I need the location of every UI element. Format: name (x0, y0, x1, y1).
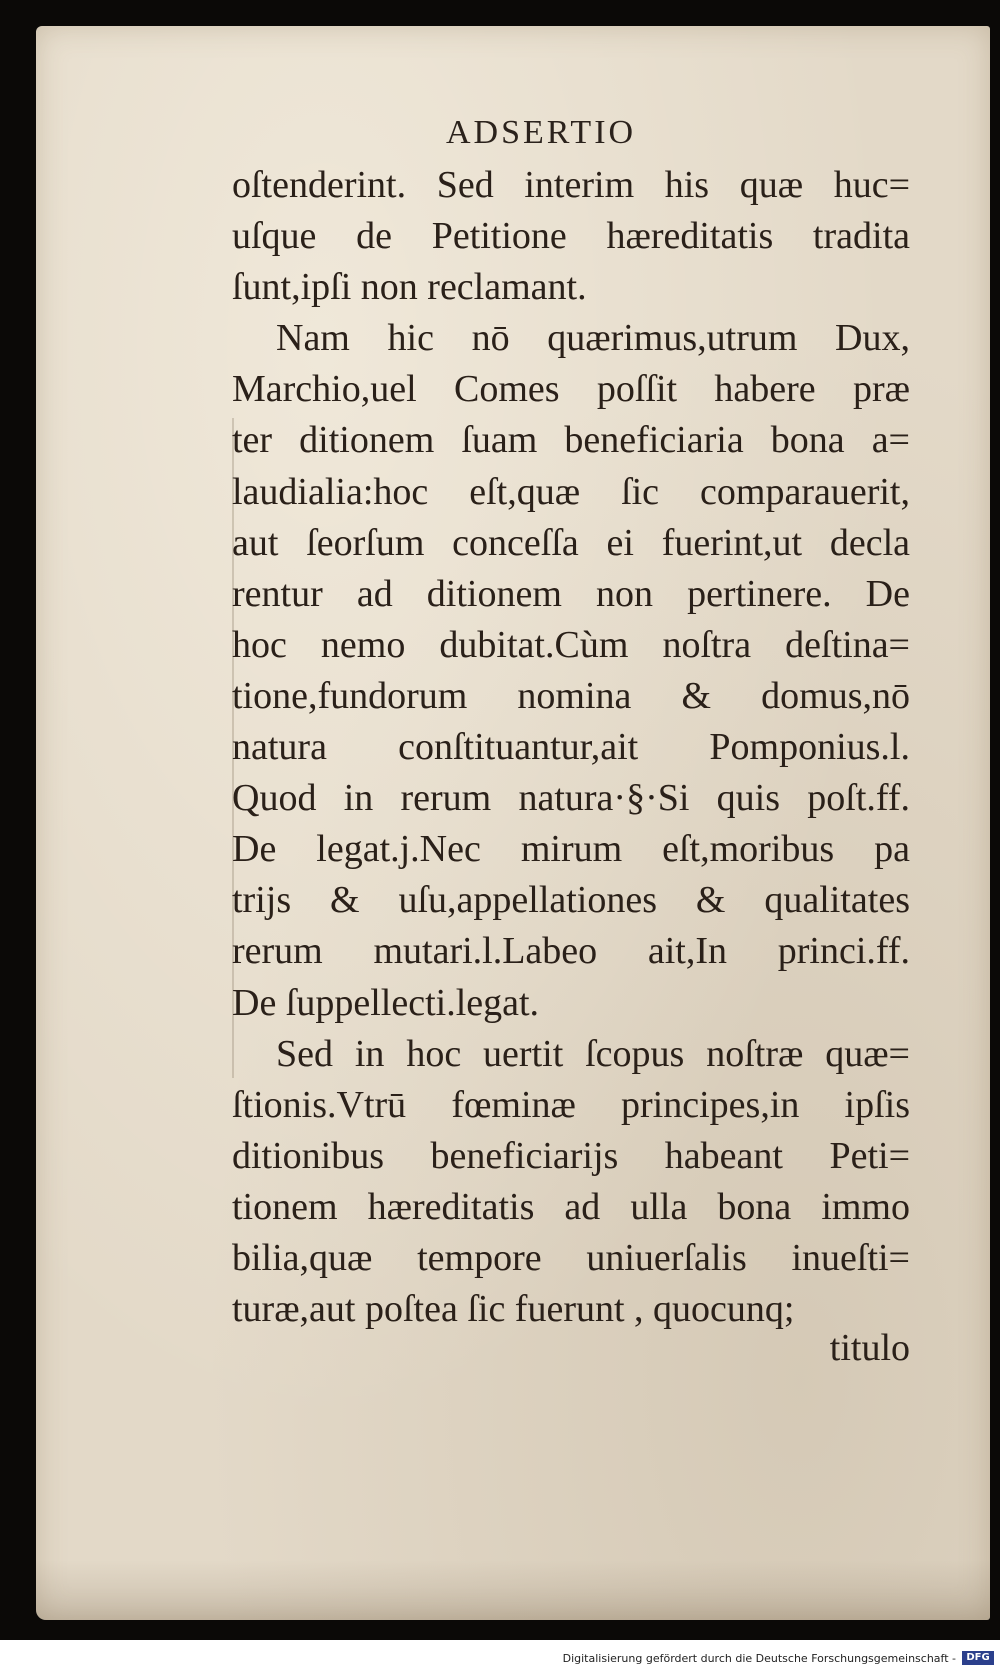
text-line: tionem hæreditatis ad ulla bona immo (232, 1185, 910, 1228)
text-line: aut ſeorſum conceſſa ei fuerint,ut decla (232, 521, 910, 564)
text-line: De ſuppellecti.legat. (232, 981, 540, 1024)
text-line: Marchio,uel Comes poſſit habere præ (232, 368, 910, 411)
text-line: Quod in rerum natura·§·Si quis poſt.ff. (232, 777, 910, 820)
text-line: oſtenderint. Sed interim his quæ huc= (232, 164, 910, 206)
text-line: ter ditionem ſuam beneficiaria bona a= (232, 419, 910, 462)
text-line: trijs & uſu,appellationes & qualitates (232, 879, 910, 922)
text-line: bilia,quæ tempore uniuerſalis inueſti= (232, 1236, 910, 1279)
text-line: De legat.j.Nec mirum eſt,moribus pa (232, 828, 910, 871)
running-head: ADSERTIO (446, 114, 637, 151)
text-line: uſque de Petitione hæreditatis tradita (232, 215, 910, 258)
text-line: ſtionis.Vtrū fœminæ principes,in ipſis (232, 1083, 910, 1126)
text-line: ſunt,ipſi non reclamant. (232, 266, 587, 309)
text-line: hoc nemo dubitat.Cùm noſtra deſtina= (232, 623, 910, 666)
text-line: turæ,aut poſtea ſic fuerunt , quocunq; (232, 1288, 795, 1331)
catchword: titulo (829, 1327, 910, 1369)
text-line: ditionibus beneficiarijs habeant Peti= (232, 1134, 910, 1177)
text-line: Nam hic nō quærimus,utrum Dux, (276, 317, 910, 360)
text-block (232, 160, 910, 1335)
text-line: rerum mutari.l.Labeo ait,In princi.ff. (232, 930, 910, 973)
dfg-logo: DFG (962, 1651, 994, 1665)
text-line: tione,fundorum nomina & domus,nō (232, 674, 910, 717)
text-line: Sed in hoc uertit ſcopus noſtræ quæ= (276, 1032, 910, 1075)
text-line: laudialia:hoc eſt,quæ ſic comparauerit, (232, 470, 910, 513)
text-line: rentur ad ditionem non pertinere. De (232, 572, 910, 615)
digitization-credit: Digitalisierung gefördert durch die Deutsche Forschungsgemeinschaft - (562, 1652, 956, 1665)
text-line: natura conſtituantur,ait Pomponius.l. (232, 726, 910, 769)
page-shadow (36, 1560, 990, 1620)
